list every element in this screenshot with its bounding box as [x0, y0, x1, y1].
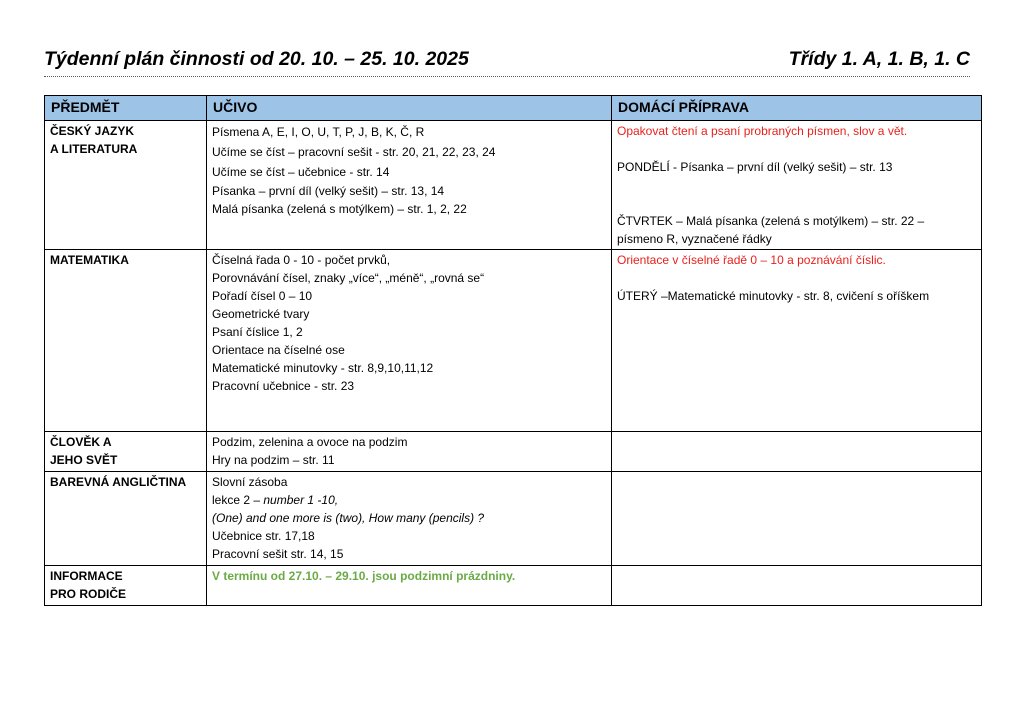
lesson-label: lekce 2 – — [212, 493, 264, 507]
curriculum-line: Učebnice str. 17,18 — [212, 529, 315, 543]
subject-label: ČESKÝ JAZYK — [50, 124, 135, 138]
page-header — [44, 46, 970, 77]
subject-cell — [45, 566, 207, 606]
curriculum-cell — [207, 121, 612, 250]
subject-label: MATEMATIKA — [50, 253, 129, 267]
curriculum-line: Psaní číslice 1, 2 — [212, 325, 303, 339]
homework-cell — [612, 432, 982, 472]
curriculum-line: Učíme se číst – pracovní sešit - str. 20, 21, 22, 23, 24 — [212, 145, 496, 159]
homework-cell — [612, 250, 982, 432]
curriculum-line: Písanka – první díl (velký sešit) – str. 13, 14 — [212, 184, 445, 198]
homework-cell — [612, 566, 982, 606]
curriculum-line: Pracovní učebnice - str. 23 — [212, 379, 355, 393]
homework-line: ČTVRTEK – Malá písanka (zelená s motýlkem) – str. 22 – — [617, 214, 925, 228]
curriculum-line — [212, 491, 606, 509]
column-header-homework: DOMÁCÍ PŘÍPRAVA — [612, 96, 982, 121]
table-row-math — [45, 250, 982, 432]
curriculum-line: Číselná řada 0 - 10 - počet prvků, — [212, 253, 391, 267]
homework-cell — [612, 472, 982, 566]
subject-cell — [45, 121, 207, 250]
curriculum-line: Hry na podzim – str. 11 — [212, 453, 335, 467]
curriculum-cell — [207, 472, 612, 566]
subject-cell — [45, 472, 207, 566]
curriculum-line: Pořadí čísel 0 – 10 — [212, 289, 313, 303]
subject-label: ČLOVĚK A — [50, 435, 112, 449]
homework-note: Opakovat čtení a psaní probraných písmen, slov a vět. — [617, 124, 908, 138]
lesson-topic: number 1 -10, — [263, 493, 339, 507]
homework-line: písmeno R, vyznačené řádky — [617, 232, 772, 246]
homework-line: PONDĚLÍ - Písanka – první díl (velký sešit) – str. 13 — [617, 160, 893, 174]
subject-label: BAREVNÁ ANGLIČTINA — [50, 475, 187, 489]
homework-line: ÚTERÝ –Matematické minutovky - str. 8, cvičení s oříškem — [617, 289, 930, 303]
subject-cell — [45, 250, 207, 432]
subject-label: INFORMACE — [50, 569, 123, 583]
curriculum-line: Učíme se číst – učebnice - str. 14 — [212, 165, 390, 179]
curriculum-line: Geometrické tvary — [212, 307, 310, 321]
info-cell — [207, 566, 612, 606]
curriculum-line: (One) and one more is (two), How many (pencils) ? — [212, 511, 485, 525]
page-title: Týdenní plán činnosti od 20. 10. – 25. 10. 2025 — [44, 48, 469, 70]
curriculum-cell — [207, 250, 612, 432]
table-header-row — [45, 96, 982, 121]
curriculum-line: Písmena A, E, I, O, U, T, P, J, B, K, Č, R — [212, 125, 425, 139]
table-row-czech — [45, 121, 982, 250]
curriculum-line: Porovnávání čísel, znaky „více“, „méně“, „rovná se“ — [212, 271, 485, 285]
subject-cell — [45, 432, 207, 472]
subject-label: A LITERATURA — [50, 142, 138, 156]
curriculum-line: Pracovní sešit str. 14, 15 — [212, 547, 344, 561]
subject-label: PRO RODIČE — [50, 587, 127, 601]
curriculum-line: Matematické minutovky - str. 8,9,10,11,12 — [212, 361, 434, 375]
column-header-curriculum: UČIVO — [207, 96, 612, 121]
table-row-world — [45, 432, 982, 472]
table-row-english — [45, 472, 982, 566]
homework-note: Orientace v číselné řadě 0 – 10 a poznávání číslic. — [617, 253, 886, 267]
info-note: V termínu od 27.10. – 29.10. jsou podzimní prázdniny. — [212, 569, 516, 583]
curriculum-line: Slovní zásoba — [212, 475, 288, 489]
curriculum-line: Podzim, zelenina a ovoce na podzim — [212, 435, 408, 449]
curriculum-cell — [207, 432, 612, 472]
subject-label: JEHO SVĚT — [50, 453, 118, 467]
weekly-plan-table — [44, 95, 982, 606]
table-row-info — [45, 566, 982, 606]
curriculum-line: Malá písanka (zelená s motýlkem) – str. 1, 2, 22 — [212, 202, 467, 216]
homework-cell — [612, 121, 982, 250]
column-header-subject: PŘEDMĚT — [45, 96, 207, 121]
curriculum-line: Orientace na číselné ose — [212, 343, 345, 357]
classes-title: Třídy 1. A, 1. B, 1. C — [788, 48, 970, 70]
